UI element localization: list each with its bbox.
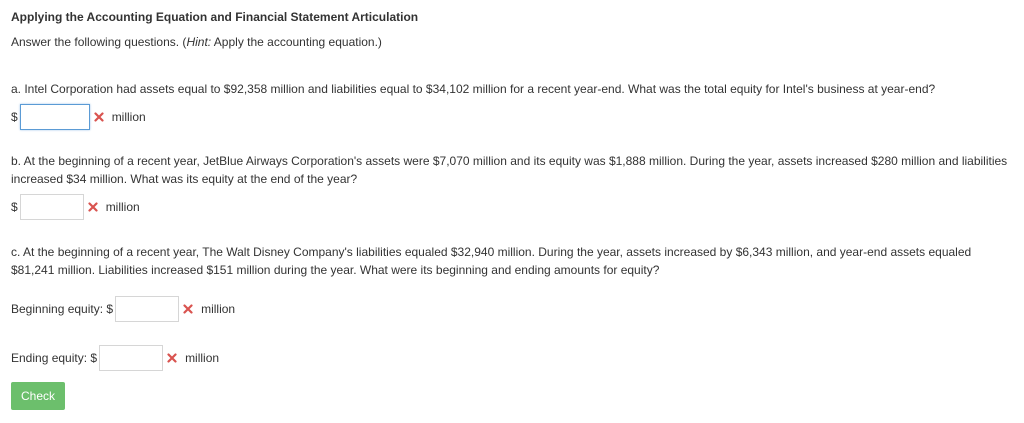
jetblue-equity-input[interactable] [20, 194, 84, 220]
beginning-equity-row [11, 296, 235, 322]
page-title: Applying the Accounting Equation and Financial Statement Articulation [11, 10, 419, 24]
instruction-prefix: Answer the following questions. ( [11, 35, 187, 49]
unit-label: million [111, 110, 146, 124]
ending-equity-label: Ending equity: $ [11, 351, 98, 365]
intel-equity-input[interactable] [20, 104, 90, 130]
ending-equity-input[interactable] [99, 345, 163, 371]
currency-symbol: $ [11, 110, 18, 124]
question-a-answer-row [11, 104, 146, 130]
currency-symbol: $ [11, 200, 18, 214]
check-button[interactable]: Check [11, 382, 65, 410]
unit-label: million [201, 302, 236, 316]
x-icon [94, 112, 104, 122]
question-a-text: a. Intel Corporation had assets equal to $92,358 million and liabilities equal to $34,102 million for a recent year-end. What was the total equity for Intel's business at year-end? [11, 82, 936, 96]
x-icon [88, 202, 98, 212]
instructions [11, 35, 382, 49]
question-b-text: b. At the beginning of a recent year, JetBlue Airways Corporation's assets were $7,070 million and its equity was $1,888 million. During the year, assets increased $280 million and liabilities increased $34 million. What was its equity at the end of the year? [11, 154, 1008, 186]
beginning-equity-label: Beginning equity: $ [11, 302, 114, 316]
beginning-equity-input[interactable] [115, 296, 179, 322]
x-icon [167, 353, 177, 363]
hint-label: Hint: [186, 35, 212, 49]
x-icon [183, 304, 193, 314]
unit-label: million [185, 351, 220, 365]
unit-label: million [105, 200, 140, 214]
hint-text: Apply the accounting equation.) [211, 35, 382, 49]
ending-equity-row [11, 345, 219, 371]
question-b-answer-row [11, 194, 140, 220]
question-c-text: c. At the beginning of a recent year, The Walt Disney Company's liabilities equaled $32,940 million. During the year, assets increased by $6,343 million, and year-end assets equaled $81,241 million. Liabilities increased $151 million during the year. What were its beginning and ending amounts for equity? [11, 245, 972, 277]
